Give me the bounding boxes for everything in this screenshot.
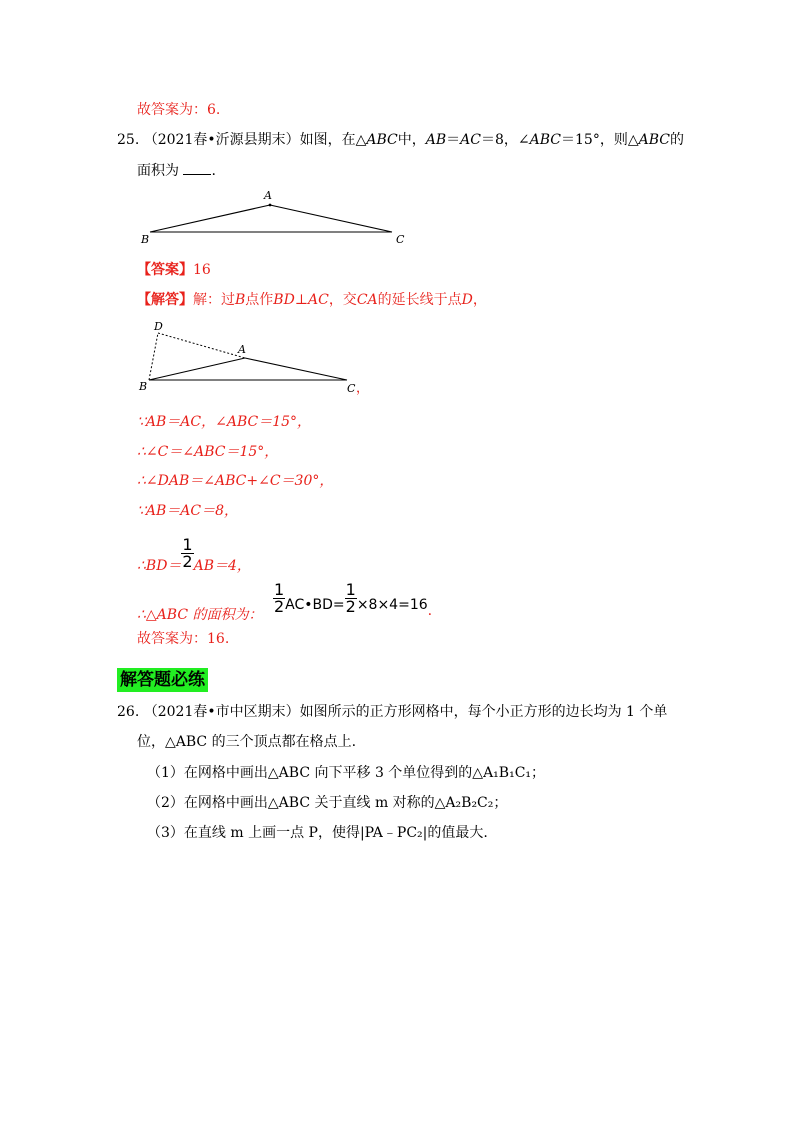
triangle-figure-2 [0, 0, 800, 400]
bd-prefix: ∴BD＝ [137, 557, 182, 574]
stem-period: . [211, 163, 216, 179]
label-A: A [264, 189, 272, 202]
solution-step-1: ∵AB＝AC，∠ABC＝15°， [137, 414, 312, 430]
question-number: 26. [117, 704, 140, 720]
sol-d: D [461, 292, 473, 308]
question-26-item-1: （1）在网格中画出△ABC 向下平移 3 个单位得到的△A₁B₁C₁； [147, 765, 546, 781]
question-number: 25. [117, 132, 140, 148]
fraction-half [345, 582, 357, 615]
solution-step-2: ∴∠C＝∠ABC＝15°， [137, 444, 279, 460]
stem-ab: AB [425, 132, 447, 148]
answer-value: 16 [193, 262, 211, 278]
stem-text: 中， [397, 132, 426, 148]
label-D: D [154, 320, 163, 333]
question-26-stem [117, 702, 667, 722]
figure-trailing-comma: ， [356, 381, 370, 396]
solution-label: 【解答】 [137, 292, 193, 308]
question-source: （2021春•市中区期末） [143, 704, 300, 720]
section-title: 解答题必练 [117, 668, 208, 692]
previous-answer: 故答案为：6. [137, 102, 221, 118]
fraction-half [273, 582, 285, 615]
label-B: B [141, 233, 150, 246]
solution-text: 的延长线于点 [377, 292, 462, 308]
fraction-numerator: 1 [273, 580, 285, 599]
stem-text: 如图所示的正方形网格中，每个小正方形的边长均为 1 个单 [299, 704, 668, 720]
solution-step-3: ∴∠DAB＝∠ABC+∠C＝30°， [137, 473, 334, 489]
stem-eq: ＝ [446, 132, 461, 148]
fraction-numerator: 1 [345, 580, 356, 599]
solution-step-area [137, 582, 432, 626]
solution-text: ， [472, 292, 487, 308]
sol-ca: CA [356, 292, 378, 308]
area-formula [273, 580, 428, 616]
answer-label: 【答案】 [137, 262, 193, 278]
label-C: C [347, 382, 356, 395]
fraction-denominator: 2 [345, 597, 356, 616]
fraction-numerator: 1 [182, 535, 193, 554]
fraction-half [181, 537, 193, 570]
bd-suffix: AB＝4， [193, 557, 251, 574]
sol-perp: ⊥ [294, 292, 308, 308]
stem-abc-angle: ABC [529, 132, 562, 148]
stem-text: 如图，在△ [299, 132, 367, 148]
sol-ac: AC [307, 292, 329, 308]
sol-bd: BD [273, 292, 295, 308]
solution-text: 点作 [245, 292, 274, 308]
question-source: （2021春•沂源县期末） [143, 132, 300, 148]
stem-abc: ABC [366, 132, 398, 148]
solution-step-4: ∵AB＝AC＝8， [137, 503, 239, 519]
question-26-item-3: （3）在直线 m 上画一点 P，使得|PA﹣PC₂|的值最大. [147, 825, 488, 841]
solution-step-bd [137, 533, 251, 573]
stem-deg: ＝15°，则△ [561, 132, 639, 148]
label-A: A [238, 343, 246, 356]
solution-text: 解：过 [193, 292, 235, 308]
area-end: ×8×4=16 [356, 596, 428, 613]
question-26-stem-line2: 位，△ABC 的三个顶点都在格点上. [137, 734, 357, 750]
label-C: C [396, 233, 405, 246]
stem-text: 的 [669, 132, 684, 148]
area-mid: AC•BD= [285, 596, 345, 613]
area-prefix: ∴△ABC 的面积为： [137, 606, 263, 623]
stem-ac: AC [460, 132, 481, 148]
sol-b: B [235, 292, 246, 308]
fraction-denominator: 2 [182, 552, 193, 571]
area-dot: . [427, 602, 433, 619]
final-answer: 故答案为：16. [137, 631, 230, 647]
label-B: B [139, 380, 148, 393]
solution-text: ，交 [328, 292, 357, 308]
fraction-denominator: 2 [273, 597, 285, 616]
question-26-item-2: （2）在网格中画出△ABC 关于直线 m 对称的△A₂B₂C₂； [147, 795, 508, 811]
stem-area-text: 面积为 [137, 163, 179, 179]
stem-eq8: ＝8，∠ [481, 132, 530, 148]
stem-abc2: ABC [638, 132, 670, 148]
